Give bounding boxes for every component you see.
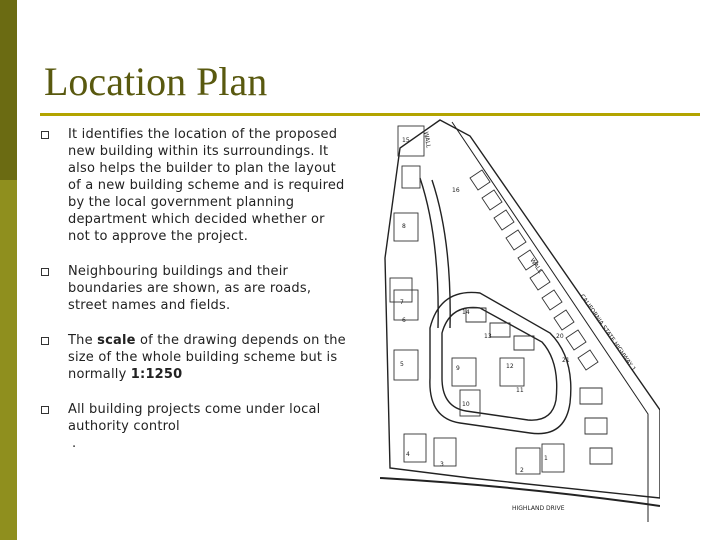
plot-number: 5 (400, 361, 404, 368)
plot-number: 10 (462, 401, 470, 408)
plot-number: 6 (402, 317, 406, 324)
plot-number: 13 (484, 333, 492, 340)
bullet-square-icon (41, 131, 49, 139)
building (394, 213, 418, 241)
bullet-text: All building projects come under local authority control (68, 402, 321, 434)
bullet-item (36, 263, 346, 314)
bullet-text-mid: of the drawing depends on the size of the whole building scheme but is normally (68, 333, 346, 382)
building (394, 350, 418, 380)
plot-number: 15 (402, 137, 410, 144)
building (394, 290, 418, 320)
bullet-text-bold-ratio: 1:1250 (130, 367, 183, 382)
bullet-text: It identifies the location of the proposed new building within its surroundings. It also helps the builder to plan the layout of a new building scheme and is required by the local government planning department which decided whether or not to approve the project. (68, 127, 345, 244)
road-label: HIGHLAND DRIVE (512, 505, 565, 512)
accent-bar-lower (0, 180, 17, 540)
plot-number: 16 (452, 187, 460, 194)
road-label: WALL (422, 131, 432, 149)
building-row (466, 308, 534, 350)
bullet-text-bold-scale: scale (97, 333, 136, 348)
plot-number: 21 (562, 357, 570, 364)
building (402, 166, 420, 188)
building (434, 438, 456, 466)
plot-number: 14 (462, 309, 470, 316)
plot-number: 4 (406, 451, 410, 458)
bullet-square-icon (41, 268, 49, 276)
plot-number: 12 (506, 363, 514, 370)
trailing-dot: . (72, 436, 77, 451)
highland-drive (380, 478, 660, 506)
bullet-text: Neighbouring buildings and their boundaries are shown, as are roads, street names and fields. (68, 264, 312, 313)
building (452, 358, 476, 386)
bullet-item (36, 332, 346, 383)
plot-number: 8 (402, 223, 406, 230)
location-plan-map (380, 118, 660, 522)
inner-road-loop-2 (442, 308, 557, 421)
plot-number: 3 (440, 461, 444, 468)
bullet-square-icon (41, 337, 49, 345)
bullet-item (36, 126, 346, 245)
title-underline (40, 113, 700, 116)
bullet-item (36, 401, 346, 452)
bullet-square-icon (41, 406, 49, 414)
plot-number: 2 (520, 467, 524, 474)
slide-title: Location Plan (44, 59, 268, 104)
plot-number: 9 (456, 365, 460, 372)
plot-number: 20 (556, 333, 564, 340)
bullet-list (36, 126, 346, 470)
plot-number: 7 (400, 299, 404, 306)
bullet-text-pre: The (68, 333, 98, 348)
building-row (580, 388, 612, 464)
plot-number: 1 (544, 455, 548, 462)
plot-number: 11 (516, 387, 524, 394)
road-label: WALL (528, 257, 544, 275)
access-road (420, 178, 438, 328)
road-label: CALIFORNIA STATE HIGHWAY 1 (578, 293, 637, 373)
